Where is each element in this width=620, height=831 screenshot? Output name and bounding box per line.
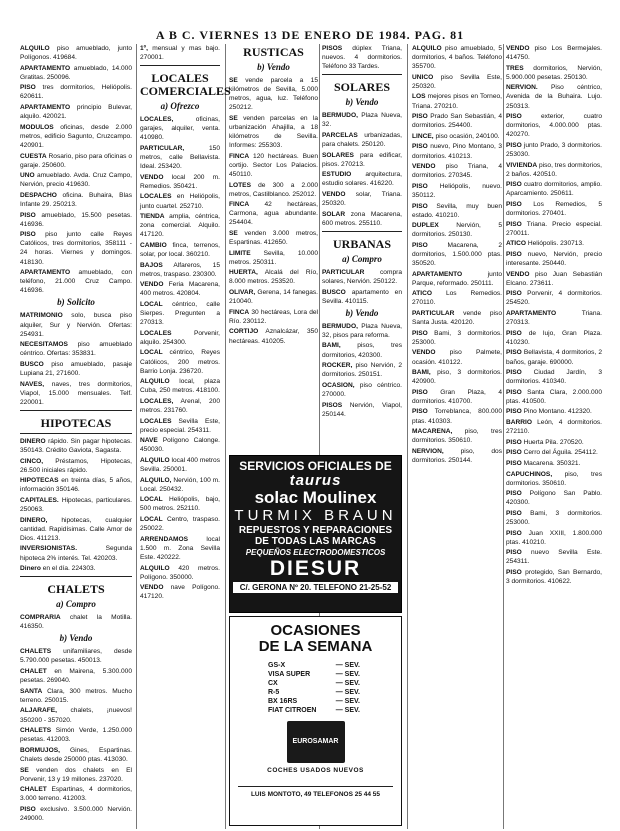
classified-ad: SOLARES para edificar, pisos. 270213.	[322, 151, 402, 168]
classified-ad: PISO Pino Montano. 412320.	[506, 408, 592, 416]
ad-heading: SERVICIOS OFICIALES DE	[239, 459, 392, 473]
classified-ad: LOCALES Sevilla Este, precio especial. 254311.	[140, 417, 220, 434]
divider	[20, 433, 132, 434]
classified-ad: PISO Ciudad Jardín, 3 dormitorios. 410340.	[506, 369, 602, 386]
classified-ad: ALJARAFE, chalets, ¡nuevos! 350200 - 357020.	[20, 707, 132, 724]
classified-ad: TIENDA amplia, céntrica, zona comercial. Alquilo. 417120.	[140, 213, 220, 239]
classified-ad: PISO Sevilla, muy buen estado. 410210.	[412, 202, 502, 219]
classified-ad: CAPUCHINOS, piso, tres dormitorios. 350610.	[506, 470, 602, 487]
car-model: R-5	[268, 689, 280, 696]
classified-ad: PISO nuevo Sevilla Este. 254311.	[506, 549, 602, 566]
classified-ad: LOCAL Centro, traspaso. 250022.	[140, 516, 220, 533]
car-model: BX 16RS	[268, 698, 298, 705]
car-model: FIAT CITROEN	[268, 707, 317, 714]
classified-ad: CHALET en Mairena, 5.300.000 pesetas. 269040.	[20, 668, 132, 685]
company-name: DIESUR	[269, 557, 362, 580]
ads-list	[140, 44, 220, 62]
car-row	[268, 670, 360, 679]
column-divider	[503, 44, 504, 829]
subsection-vendo: b) Vendo	[345, 97, 379, 108]
car-row	[268, 661, 360, 670]
classified-ad: BERMUDO, Plaza Nueva, 32.	[322, 112, 402, 129]
car-plate-tag: — SEV.	[335, 671, 360, 678]
classified-ad: CHALETS Simón Verde, 1.250.000 pesetas. 412003.	[20, 727, 132, 744]
classified-ad: PISOS dúplex Triana, nuevos. 4 dormitorios. Teléfono 33 Tardes.	[322, 45, 402, 71]
car-row	[268, 706, 360, 715]
classified-ad: HIPOTECAS en treinta días, 5 años, información 350146.	[20, 477, 132, 494]
ad-address: LUIS MONTOTO, 49 TELEFONOS 25 44 55	[238, 786, 393, 798]
column-3	[229, 44, 318, 452]
ad-tagline: COCHES USADOS NUEVOS	[267, 767, 364, 774]
subsection-compro: a) Compro	[342, 253, 382, 264]
classified-ad: PISO Bellavista, 4 dormitorios, 2 baños, garaje. 690000.	[506, 349, 602, 366]
ads-list	[322, 268, 402, 306]
classified-ad: ALQUILO piso amueblado, 5 dormitorios, 4 baños. Teléfono 355700.	[412, 45, 502, 71]
classified-ad: UNICO piso Sevilla Este, 250320.	[412, 73, 502, 90]
ads-list	[322, 111, 402, 228]
classified-ad: VENDO piso Triana, 4 dormitorios. 270345.	[412, 163, 502, 180]
classified-ad: PISO exclusivo. 3.500.000 Nervión. 249000.	[20, 805, 132, 822]
classified-ad: VIVIENDA piso, tres dormitorios, 2 baños. 420510.	[506, 161, 603, 178]
classified-ad: PISO Macarena, 2 dormitorios, 1.500.000 ptas. 350520.	[412, 241, 502, 268]
classified-ad: PISO Prado San Sebastián, 4 dormitorios. 254400.	[412, 113, 502, 130]
classified-ad: VENDO solar, Triana. 250320.	[322, 191, 402, 208]
classified-ad: LOTES de 300 a 2.000 metros, Castilblanco. 252012.	[229, 181, 318, 198]
classified-ad: PISO Santa Clara, 2.000.000 ptas. 410500.	[506, 388, 602, 405]
classified-ad: DINERO, hipotecas, cualquier cantidad. Rapidísimas. Calle Amor de Dios. 411213.	[20, 516, 132, 542]
ads-list	[20, 311, 132, 406]
ad-subtitle: DE LA SEMANA	[258, 638, 373, 655]
classified-ad: LIMITE Sevilla, 10.000 metros. 250311.	[229, 249, 318, 266]
classified-ad: CAMBIO finca, terrenos, solar, por local. 360210.	[140, 241, 220, 258]
classified-ad: APARTAMENTO junto Parque, reformado. 250111.	[412, 270, 502, 287]
classified-ad: SE vende parcela a 15 kilómetros de Sevilla, 5.000 metros, agua, luz. Teléfono 250212.	[229, 77, 318, 112]
dealer-logo: EUROSAMAR	[287, 721, 345, 763]
section-hipotecas: HIPOTECAS	[40, 415, 112, 430]
ad-title: OCASIONES	[270, 622, 361, 639]
car-plate-tag: — SEV.	[335, 707, 360, 714]
classified-ad: VENDO Feria Macarena, 400 metros. 420804.	[140, 281, 220, 298]
classified-ad: NAVES, naves, tres dormitorios, Viapol, 15.000 mensuales. Telf. 220001.	[20, 380, 132, 406]
classified-ad: LOCALES en Heliópolis, junto cuartel. 252710.	[140, 193, 220, 210]
ad-line: PEQUEÑOS ELECTRODOMESTICOS	[245, 548, 386, 557]
column-6	[506, 44, 602, 829]
subsection-vendo: b) Vendo	[257, 62, 290, 72]
classified-ad: FINCA 42 hectáreas, Carmona, agua abundante. 254404.	[229, 201, 318, 227]
ads-list	[412, 44, 502, 465]
classified-ad: DUPLEX Nervión, 5 dormitorios. 250130.	[412, 222, 502, 239]
classified-ad: BAMI, piso, 3 dormitorios. 420900.	[412, 369, 502, 386]
section-chalets: CHALETS	[47, 582, 105, 597]
classified-ad: PISO protegido, San Bernardo, 3 dormitorios. 410622.	[506, 568, 602, 586]
classified-ad: ESTUDIO arquitectura, estudio solares. 416220.	[322, 171, 402, 188]
section-urbanas: URBANAS	[332, 236, 391, 251]
classified-ad: VENDO piso Juan Sebastián Elcano. 273611.	[506, 270, 602, 287]
car-plate-tag: — SEV.	[335, 662, 360, 669]
divider	[20, 410, 132, 411]
classified-ad: OCASION, piso céntrico. 270000.	[322, 381, 402, 398]
classified-ad: MATRIMONIO solo, busca piso alquiler, Sur y Nervión. Ofertas: 254931.	[20, 312, 132, 338]
classified-ad: VENDO nave Polígono. 417120.	[140, 584, 220, 601]
car-model: VISA SUPER	[268, 671, 311, 678]
classified-ad: ALQUILO local, plaza Cuba, 250 metros. 418100.	[140, 378, 220, 395]
classified-ad: LOCALES Porvenir, alquilo. 254300.	[140, 329, 220, 346]
classified-ad: TRES dormitorios, Nervión, 5.900.000 pesetas. 250130.	[506, 64, 602, 81]
car-plate-tag: — SEV.	[335, 698, 360, 705]
classified-ad: NAVE Polígono Calonge. 450030.	[140, 437, 220, 454]
classified-ad: PISO Polígono San Pablo. 420300.	[506, 490, 602, 507]
classified-ad: UNO amueblado. Avda. Cruz Campo, Nervión, precio 419630.	[20, 172, 132, 189]
classified-ad: FINCA 30 hectáreas, Lora del Río. 230112.	[229, 308, 318, 325]
divider	[20, 576, 132, 577]
classified-ad: INVERSIONISTAS. Segunda hipoteca 2% interés. Tel. 420203.	[20, 545, 132, 562]
classified-ad: ATICO Heliópolis. 230713.	[506, 240, 584, 248]
classified-ad: PISO Triana. Precio especial. 270011.	[506, 220, 602, 237]
classified-ad: FINCA 120 hectáreas. Buen cortijo. Sector Los Palacios. 450110.	[229, 152, 318, 178]
classified-ad: APARTAMENTO amueblado, con teléfono, 21.000 Cruz Campo. 416936.	[20, 269, 132, 295]
subsection-ofrezco: a) Ofrezco	[160, 101, 200, 112]
classified-ad: CINCO, Préstamos, Hipotecas, 26.500 iniciales rápido.	[20, 457, 132, 474]
classified-ad: LINCE, piso ocasión, 240100.	[412, 132, 500, 140]
classified-ad: PISO Gran Plaza, 4 dormitorios. 410700.	[412, 388, 502, 405]
classified-ad: PARTICULAR compra solares, Nervión. 250122.	[322, 268, 402, 285]
ads-list	[20, 437, 132, 573]
classified-ad: LOCAL Heliópolis, bajo, 500 metros. 252110.	[140, 496, 220, 513]
classified-ad: ALQUILO piso amueblado, junto Polígonos. 419684.	[20, 45, 132, 62]
classified-ad: COMPRARIA chalet la Motilla. 416350.	[20, 614, 132, 631]
classified-ad: ALQUILO local 400 metros Sevilla. 250001.	[140, 456, 220, 474]
classified-ad: BORMUJOS, Gines, Espartinas. Chalets desde 250000 ptas. 413030.	[20, 746, 132, 763]
classified-ad: SANTA Clara, 300 metros. Mucho terreno. 250015.	[20, 687, 132, 704]
classified-ad: PISO nuevo, Nervión, precio interesante. 250440.	[506, 250, 602, 268]
classified-ad: PISO Juan XXIII, 1.800.000 ptas. 410210.	[506, 529, 602, 546]
brand-braun: BRAUN	[324, 507, 397, 524]
ads-list	[322, 44, 402, 71]
ads-list	[140, 115, 220, 601]
classified-ad: PISO Bami, 3 dormitorios. 253000.	[412, 329, 502, 346]
classified-ad: NECESITAMOS piso amueblado céntrico. Ofertas: 353831.	[20, 341, 132, 358]
brand-solac: solac Moulinex	[254, 488, 377, 507]
classified-ad: DESPACHO oficina. Buhaira, Blas Infante 29. 250213.	[20, 191, 132, 208]
divider	[322, 74, 402, 75]
classified-ad: ATICO Los Remedios. 270110.	[412, 290, 502, 307]
classified-ad: PISO nuevo, Pino Montano, 3 dormitorios. 410213.	[412, 143, 502, 160]
classified-ad: VENDO piso Los Bermejales. 414750.	[506, 45, 602, 62]
classified-ad: CHALET Espartinas, 4 dormitorios, 3.000 terreno. 412003.	[20, 786, 132, 803]
car-model: GS-X	[268, 662, 286, 669]
column-2	[140, 44, 231, 829]
classified-ad: BUSCO apartamento en Sevilla. 410115.	[322, 288, 402, 305]
brand-turmix: TURMIX	[234, 507, 316, 524]
car-plate-tag: — SEV.	[335, 689, 360, 696]
ad-address: C/. GERONA Nº 20. TELEFONO 21-25-52	[233, 582, 398, 593]
subsection-vendo: b) Vendo	[59, 633, 93, 644]
ads-list	[229, 76, 318, 346]
classified-ad: MACARENA, piso, tres dormitorios. 350610.	[412, 428, 502, 445]
ocasiones-advertisement	[229, 616, 402, 826]
classified-ad: BERMUDO, Plaza Nueva, 32, pisos para reforma.	[322, 322, 402, 339]
section-solares: SOLARES	[333, 80, 391, 95]
classified-ad: APARTAMENTO principio Bulevar, alquilo. 420021.	[20, 104, 132, 121]
classified-ad: PISO Heliópolis, nuevo. 350112.	[412, 182, 502, 199]
ads-list	[20, 647, 132, 823]
classified-ad: APARTAMENTO Triana. 270313.	[506, 310, 602, 327]
divider	[140, 65, 220, 66]
servicios-advertisement	[229, 455, 402, 613]
divider	[322, 231, 402, 232]
classified-ad: NERVION. Piso céntrico, Avenida de la Buhaira. Lujo. 250313.	[506, 84, 602, 110]
section-rusticas: RUSTICAS	[243, 45, 304, 59]
classified-ad: BARRIO León, 4 dormitorios. 272110.	[506, 419, 602, 436]
ads-list	[20, 44, 132, 295]
classified-ad: LOCALES, oficinas, garajes, alquiler, venta. 410980.	[140, 116, 220, 142]
column-divider	[407, 44, 408, 829]
classified-ad: SE venden dos chalets en El Porvenir, 13 y 19 millones. 237020.	[20, 766, 132, 783]
masthead: A B C. VIERNES 13 DE ENERO DE 1984. PAG. 81	[155, 28, 465, 42]
classified-ad: ARRENDAMOS local 1.500 m. Zona Sevilla Este. 420222.	[140, 535, 220, 561]
classified-ad: PARCELAS urbanizadas, para chalets. 250120.	[322, 131, 402, 149]
classified-ad: CUESTA Rosario, piso para oficinas o garaje. 250600.	[20, 152, 132, 169]
column-divider	[136, 44, 137, 829]
ads-list	[506, 44, 602, 586]
classified-ad: SE venden 3.000 metros, Espartinas. 412650.	[229, 230, 318, 247]
classified-ad: CHALETS unifamiliares, desde 5.790.000 pesetas. 450013.	[20, 648, 132, 665]
classified-ad: VENDO local 200 m. Remedios. 350421.	[140, 173, 220, 190]
classified-ad: PISO amueblado, 15.500 pesetas. 416936.	[20, 211, 132, 228]
classified-ad: HUERTA, Alcalá del Río, 8.000 metros. 253520.	[229, 269, 318, 286]
classified-ad: VENDO piso Palmete, ocasión. 410122.	[412, 349, 502, 366]
classified-ad: CORTIJO Aznalcázar, 350 hectáreas. 410205.	[229, 328, 318, 345]
subsection-solicito: b) Solicito	[57, 297, 95, 308]
classified-ad: LOS mejores pisos en Torneo, Triana. 270210.	[412, 93, 502, 110]
ads-list	[20, 613, 132, 631]
classified-ad: PARTICULAR vende piso Santa Justa. 420120.	[412, 310, 502, 327]
column-1	[20, 44, 132, 829]
classified-ad: PISO Huerta Pila. 270520.	[506, 438, 584, 446]
classified-ad: LOCAL céntrico, Reyes Católicos, 200 metros. Barrio Lonja. 236720.	[140, 349, 220, 375]
classified-ad: SE venden parcelas en la urbanización Ahajilla, a 18 kilómetros de Sevilla. Informes: 255303.	[229, 114, 318, 150]
car-row	[268, 679, 360, 688]
subsection-compro: a) Compro	[56, 599, 96, 610]
subsection-vendo: b) Vendo	[345, 307, 379, 318]
classified-ad: PISO piso junto calle Reyes Católicos, tres dormitorios, 358111 - 24 horas. Viernes y domingos. 418130.	[20, 231, 132, 266]
classified-ad: PISO junto Prado, 3 dormitorios. 253030.	[506, 141, 602, 159]
classified-ad: SOLAR zona Macarena, 600 metros. 255110.	[322, 210, 402, 227]
classified-ad: OLIVAR, Gerena, 14 fanegas. 210040.	[229, 289, 318, 306]
classified-ad: 1º, mensual y mas bajo. 270001.	[140, 45, 220, 62]
classified-ad: LOCAL céntrico, calle Sierpes. Pregunten a 270313.	[140, 300, 220, 327]
brand-taurus: taurus	[289, 472, 342, 489]
classified-ad: PISO Torreblanca, 800.000 ptas. 410303.	[412, 408, 502, 425]
ads-list	[322, 322, 402, 419]
classified-ad: DINERO rápido. Sin pagar hipotecas. 350143. Crédito Gaviota, Sagasta.	[20, 437, 132, 454]
column-divider	[225, 44, 226, 829]
classified-ad: ALQUILO, Nervión, 100 m. Local. 250432.	[140, 476, 220, 493]
classified-ad: PISO de lujo, Gran Plaza. 410230.	[506, 329, 602, 346]
classified-ad: PISO exterior, cuatro dormitorios, 4.000.000 ptas. 420270.	[506, 113, 602, 139]
car-model: CX	[268, 680, 278, 687]
car-plate-tag: — SEV.	[335, 680, 360, 687]
classified-ad: CAPITALES. Hipotecas, particulares. 250063.	[20, 496, 132, 514]
classified-ad: MODULOS oficinas, desde 2.000 metros, edificio Sagunto, Cruzcampo. 420901.	[20, 123, 132, 149]
car-row	[268, 688, 360, 697]
classified-ad: BAMI, pisos, tres dormitorios, 420300.	[322, 342, 402, 359]
classified-ad: ALQUILO 420 metros. Polígono. 350000.	[140, 564, 220, 581]
classified-ad: PARTICULAR, 150 metros, calle Bellavista. Ideal. 253420.	[140, 144, 220, 171]
section-locales: LOCALES COMERCIALES	[140, 71, 231, 99]
brand-turmix-braun	[230, 507, 401, 525]
classified-ad: PISO cuatro dormitorios, amplio. Aparcamiento. 250611.	[506, 181, 602, 198]
classified-ad: NERVION, piso, dos dormitorios. 250144.	[412, 447, 502, 464]
column-4	[322, 44, 402, 452]
classified-ad: LOCALES, Arenal, 200 metros. 231760.	[140, 397, 220, 414]
classified-ad: PISOS Nervión, Viapol, 250144.	[322, 401, 402, 418]
cars-list	[268, 661, 401, 715]
classified-ad: Dinero en el día. 224303.	[20, 565, 96, 573]
classified-ad: PISO tres dormitorios, Heliópolis. 620611.	[20, 84, 132, 101]
ad-line: DE TODAS LAS MARCAS	[255, 536, 376, 547]
classified-ad: BAJOS Alfareros, 15 metros, traspaso. 230300.	[140, 261, 220, 278]
classified-ad: ROCKER, piso Nervión, 2 dormitorios. 250151.	[322, 362, 402, 379]
classified-ad: PISO Bami, 3 dormitorios. 253000.	[506, 509, 602, 526]
classified-ad: APARTAMENTO amueblado, 14.000 Gratitas. 250096.	[20, 64, 132, 81]
column-5	[412, 44, 502, 829]
classified-ad: BUSCO piso amueblado, pasaje Lupiana 21, 271600.	[20, 360, 132, 377]
classified-ad: PISO Porvenir, 4 dormitorios. 254520.	[506, 290, 602, 307]
ad-line: REPUESTOS Y REPARACIONES	[238, 525, 393, 536]
classified-ad: PISO Macarena. 350321.	[506, 459, 581, 467]
car-row	[268, 697, 360, 706]
classified-ad: PISO Cerro del Águila. 254112.	[506, 449, 598, 457]
classified-ad: PISO Los Remedios, 5 dormitorios. 270401.	[506, 201, 602, 218]
